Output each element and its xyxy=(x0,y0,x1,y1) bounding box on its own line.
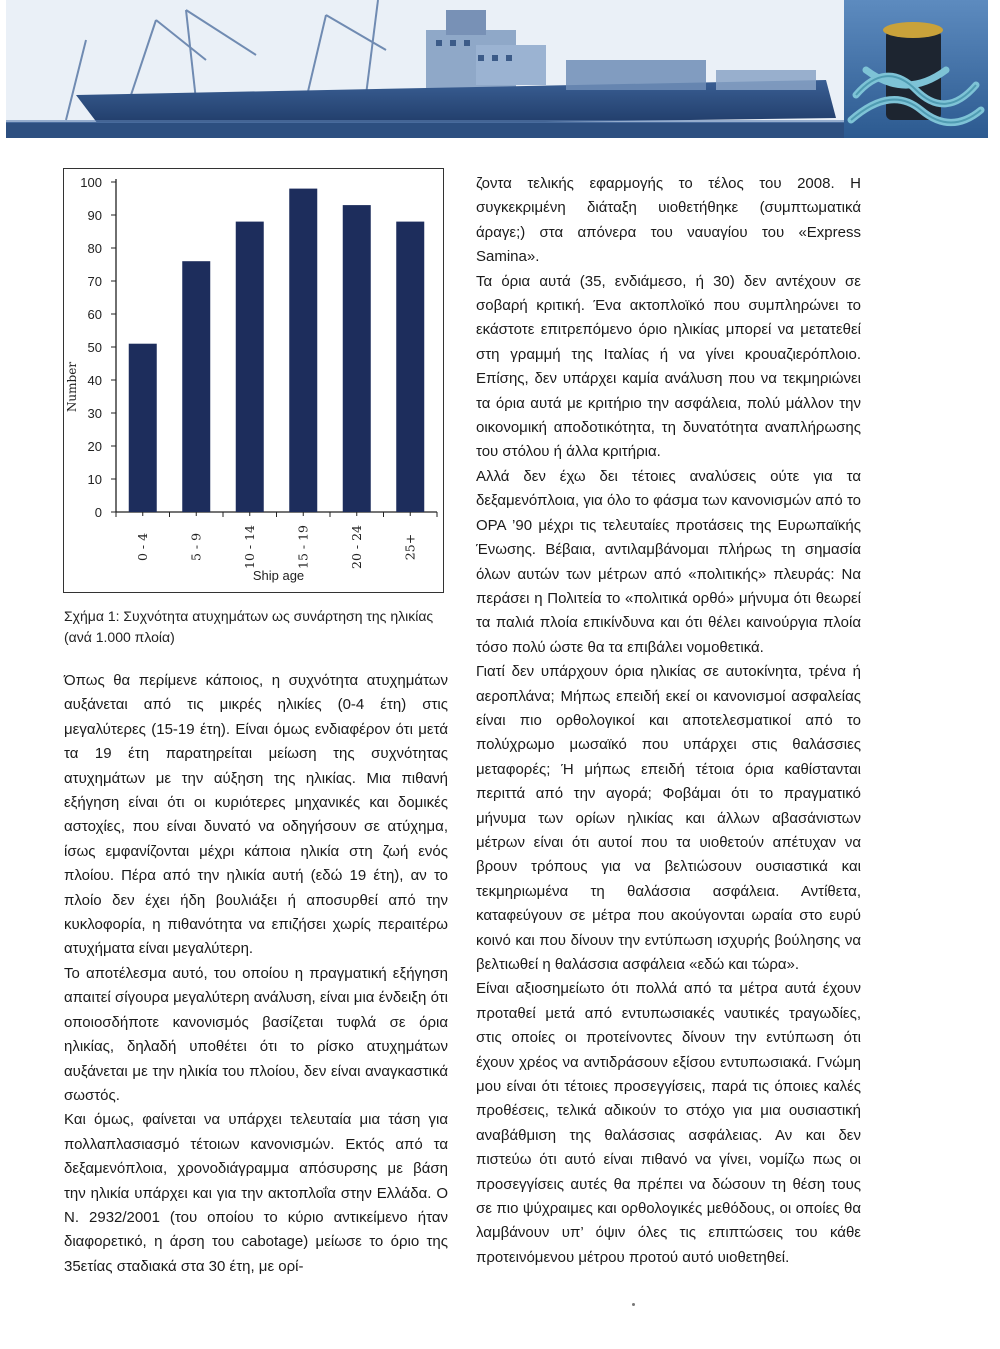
x-tick-label: 0 - 4 xyxy=(134,532,150,562)
x-tick-label: 15 - 19 xyxy=(295,525,311,569)
paragraph: ζοντα τελικής εφαρμογής το τέλος του 2008. Η συγκεκριμένη διάταξη υιοθετήθηκε (συμπτωματικά άραγε;) στα απόνερα του ναυαγίου του «Express Samina». xyxy=(476,175,861,266)
bar xyxy=(182,261,210,512)
y-tick-label: 80 xyxy=(87,241,102,256)
y-tick-label: 90 xyxy=(87,208,102,223)
figure-caption xyxy=(64,606,449,648)
y-tick-label: 20 xyxy=(87,439,102,454)
header-banner xyxy=(6,0,988,138)
y-tick-label: 60 xyxy=(87,307,102,322)
caption-line-2: (ανά 1.000 πλοία) xyxy=(64,629,175,645)
y-tick-label: 0 xyxy=(94,505,102,520)
bar xyxy=(343,205,371,512)
left-column xyxy=(64,669,448,1279)
paragraph: Όπως θα περίμενε κάποιος, η συχνότητα ατυχημάτων αυξάνεται από τις μικρές ηλικίες (0-4 έτη) στις μεγαλύτερες (15-19 έτη). Είναι όμως ενδιαφέρον ότι μετά τα 19 έτη παρατηρείται μείωση της συχνότητας ατυχημάτων με την αύξηση της ηλικίας. Μια πιθανή εξήγηση είναι ότι οι κυριότερες μηχανικές και δομικές αστοχίες, που είναι δυνατό να οδηγήσουν σε ατύχημα, ίσως εμφανίζονται μέχρι κάποια ηλικία στη ζωή ενός πλοίου. Πέρα από την ηλικία αυτή (εδώ 19 έτη), αν το πλοίο δεν έχει ήδη βουλιάξει ή αποσυρθεί από την κυκλοφορία, η πιθανότητα να επιζήσει χωρίς περαιτέρω ατυχήματα είναι μεγαλύτερη. xyxy=(64,672,448,958)
bar xyxy=(236,222,264,512)
y-tick-label: 50 xyxy=(87,340,102,355)
bar xyxy=(289,189,317,512)
x-axis-title: Ship age xyxy=(252,568,305,583)
y-tick-label: 30 xyxy=(87,406,102,421)
right-column xyxy=(476,172,861,1270)
y-tick-label: 40 xyxy=(87,373,102,388)
x-tick-label: 25+ xyxy=(402,533,418,561)
caption-line-1: Σχήμα 1: Συχνότητα ατυχημάτων ως συνάρτηση της ηλικίας xyxy=(64,608,434,624)
x-tick-label: 5 - 9 xyxy=(188,532,204,562)
paragraph: Είναι αξιοσημείωτο ότι πολλά από τα μέτρα αυτά έχουν προταθεί μετά από εντυπωσιακές ναυτικές τραγωδίες, στις οποίες οι προτείνοντες δίνουν την εντύπωση ότι έχουν χρέος να αντιδράσουν εξίσου εντυπωσιακά. Γνώμη μου είναι ότι τέτοιες προσεγγίσεις, παρά τις όποιες καλές προθέσεις, τελικά αδικούν το στόχο για μια ουσιαστική αναβάθμιση της θαλάσσιας ασφάλειας. Αν και δεν πιστεύω ότι αυτό είναι πιθανό να γίνει, νομίζω πως οι προσεγγίσεις αυτές θα πρέπει να δώσουν τη θέση τους σε πιο ψύχραιμες και ορθολογικές μεθόδους, οι οποίες θα λαμβάνουν υπ’ όψιν όλες τις επιπτώσεις του κάθε προτεινόμενου μέτρου προτού αυτό υιοθετηθεί. xyxy=(476,980,861,1266)
paragraph: Το αποτέλεσμα αυτό, του οποίου η πραγματική εξήγηση απαιτεί σίγουρα μεγαλύτερη ανάλυση, είναι μια ένδειξη ότι οποιοσδήποτε κανονισμός βασίζεται τυφλά σε όρια ηλικίας, δηλαδή υποθέτει ότι το ρίσκο ατυχημάτων αυξάνεται με την ηλικία του πλοίου, δεν είναι αναγκαστικά σωστός. xyxy=(64,964,448,1104)
harbor-ship-illustration xyxy=(6,0,988,138)
paragraph: Και όμως, φαίνεται να υπάρχει τελευταία μια τάση για πολλαπλασιασμό τέτοιων κανονισμών. Εκτός από τα δεξαμενόπλοια, χρονοδιάγραμμα απόσυρσης με βάση την ηλικία υπάρχει και για την ακτοπλοΐα στην Ελλάδα. Ο Ν. 2932/2001 (του οποίου το κύριο αντικείμενο ήταν διαφορετικό, η άρση του cabotage) μείωσε το όριο της 35ετίας σταδιακά στα 30 έτη, με ορί- xyxy=(64,1111,448,1275)
bar xyxy=(129,344,157,512)
y-tick-label: 70 xyxy=(87,274,102,289)
x-tick-label: 10 - 14 xyxy=(241,525,257,569)
paragraph: Γιατί δεν υπάρχουν όρια ηλικίας σε αυτοκίνητα, τρένα ή αεροπλάνα; Μήπως επειδή εκεί οι κανονισμοί ασφαλείας είναι πιο ορθολογικοί και αποτελεσματικοί από το πολύχρωμο μωσαϊκό που υπάρχει στις θαλάσσιες μεταφορές; Ή μήπως επειδή τέτοια όρια καθίστανται περιττά από την αγορά; Φοβάμαι ότι το πραγματικό μήνυμα των ορίων ηλικίας και άλλων αβασάνιστων μέτρων είναι ότι αυτοί που τα υιοθετούν απέτυχαν να βρουν τρόπους για να βελτιώσουν ουσιαστικά και τεκμηριωμένα τη θαλάσσια ασφάλεια. Αντίθετα, καταφεύγουν σε μέτρα που ακούγονται ωραία στο ευρύ κοινό και που δίνουν την εντύπωση ισχυρής βούλησης να βελτιωθεί η θαλάσσια ασφάλεια «εδώ και τώρα». xyxy=(476,663,861,973)
y-tick-label: 100 xyxy=(80,175,102,190)
speck xyxy=(632,1303,635,1306)
paragraph: Τα όρια αυτά (35, ενδιάμεσο, ή 30) δεν αντέχουν σε σοβαρή κριτική. Ένα ακτοπλοϊκό που συμπληρώνει το εκάστοτε επιτρεπόμενο όριο ηλικίας μπορεί να μετατεθεί στη γραμμή της Ιταλίας ή να γίνει κρουαζιερόπλοιο. Επίσης, δεν υπάρχει καμία ανάλυση που να τεκμηριώνει τα όρια αυτά με κριτήριο την ασφάλεια, πολύ μάλλον την οικονομική αποδοτικότητα, τη δυνατότητα αναπλήρωσης του στόλου ή άλλα κριτήρια. xyxy=(476,272,861,461)
bar-chart xyxy=(63,168,444,593)
chart-canvas xyxy=(64,169,442,591)
y-axis-title: Number xyxy=(65,361,79,413)
paragraph: Αλλά δεν έχω δει τέτοιες αναλύσεις ούτε για τα δεξαμενόπλοια, για όλο το φάσμα των κανονισμών από το OPA ’90 μέχρι τις τελευταίες προτάσεις της Ευρωπαϊκής Ένωσης. Βέβαια, αντιλαμβάνομαι πλήρως τη σημασία όλων αυτών των μέτρων από «πολιτικής» πλευράς: Να περάσει η Πολιτεία το «πολιτικά ορθό» μήνυμα ότι θεωρεί τα παλιά πλοία επικίνδυνα και ότι θέλει καινούργια πλοία τόσο πολύ ώστε θα τα επιβάλει νομοθετικά. xyxy=(476,467,861,656)
bar xyxy=(396,222,424,512)
x-tick-label: 20 - 24 xyxy=(348,525,364,569)
y-tick-label: 10 xyxy=(87,472,102,487)
